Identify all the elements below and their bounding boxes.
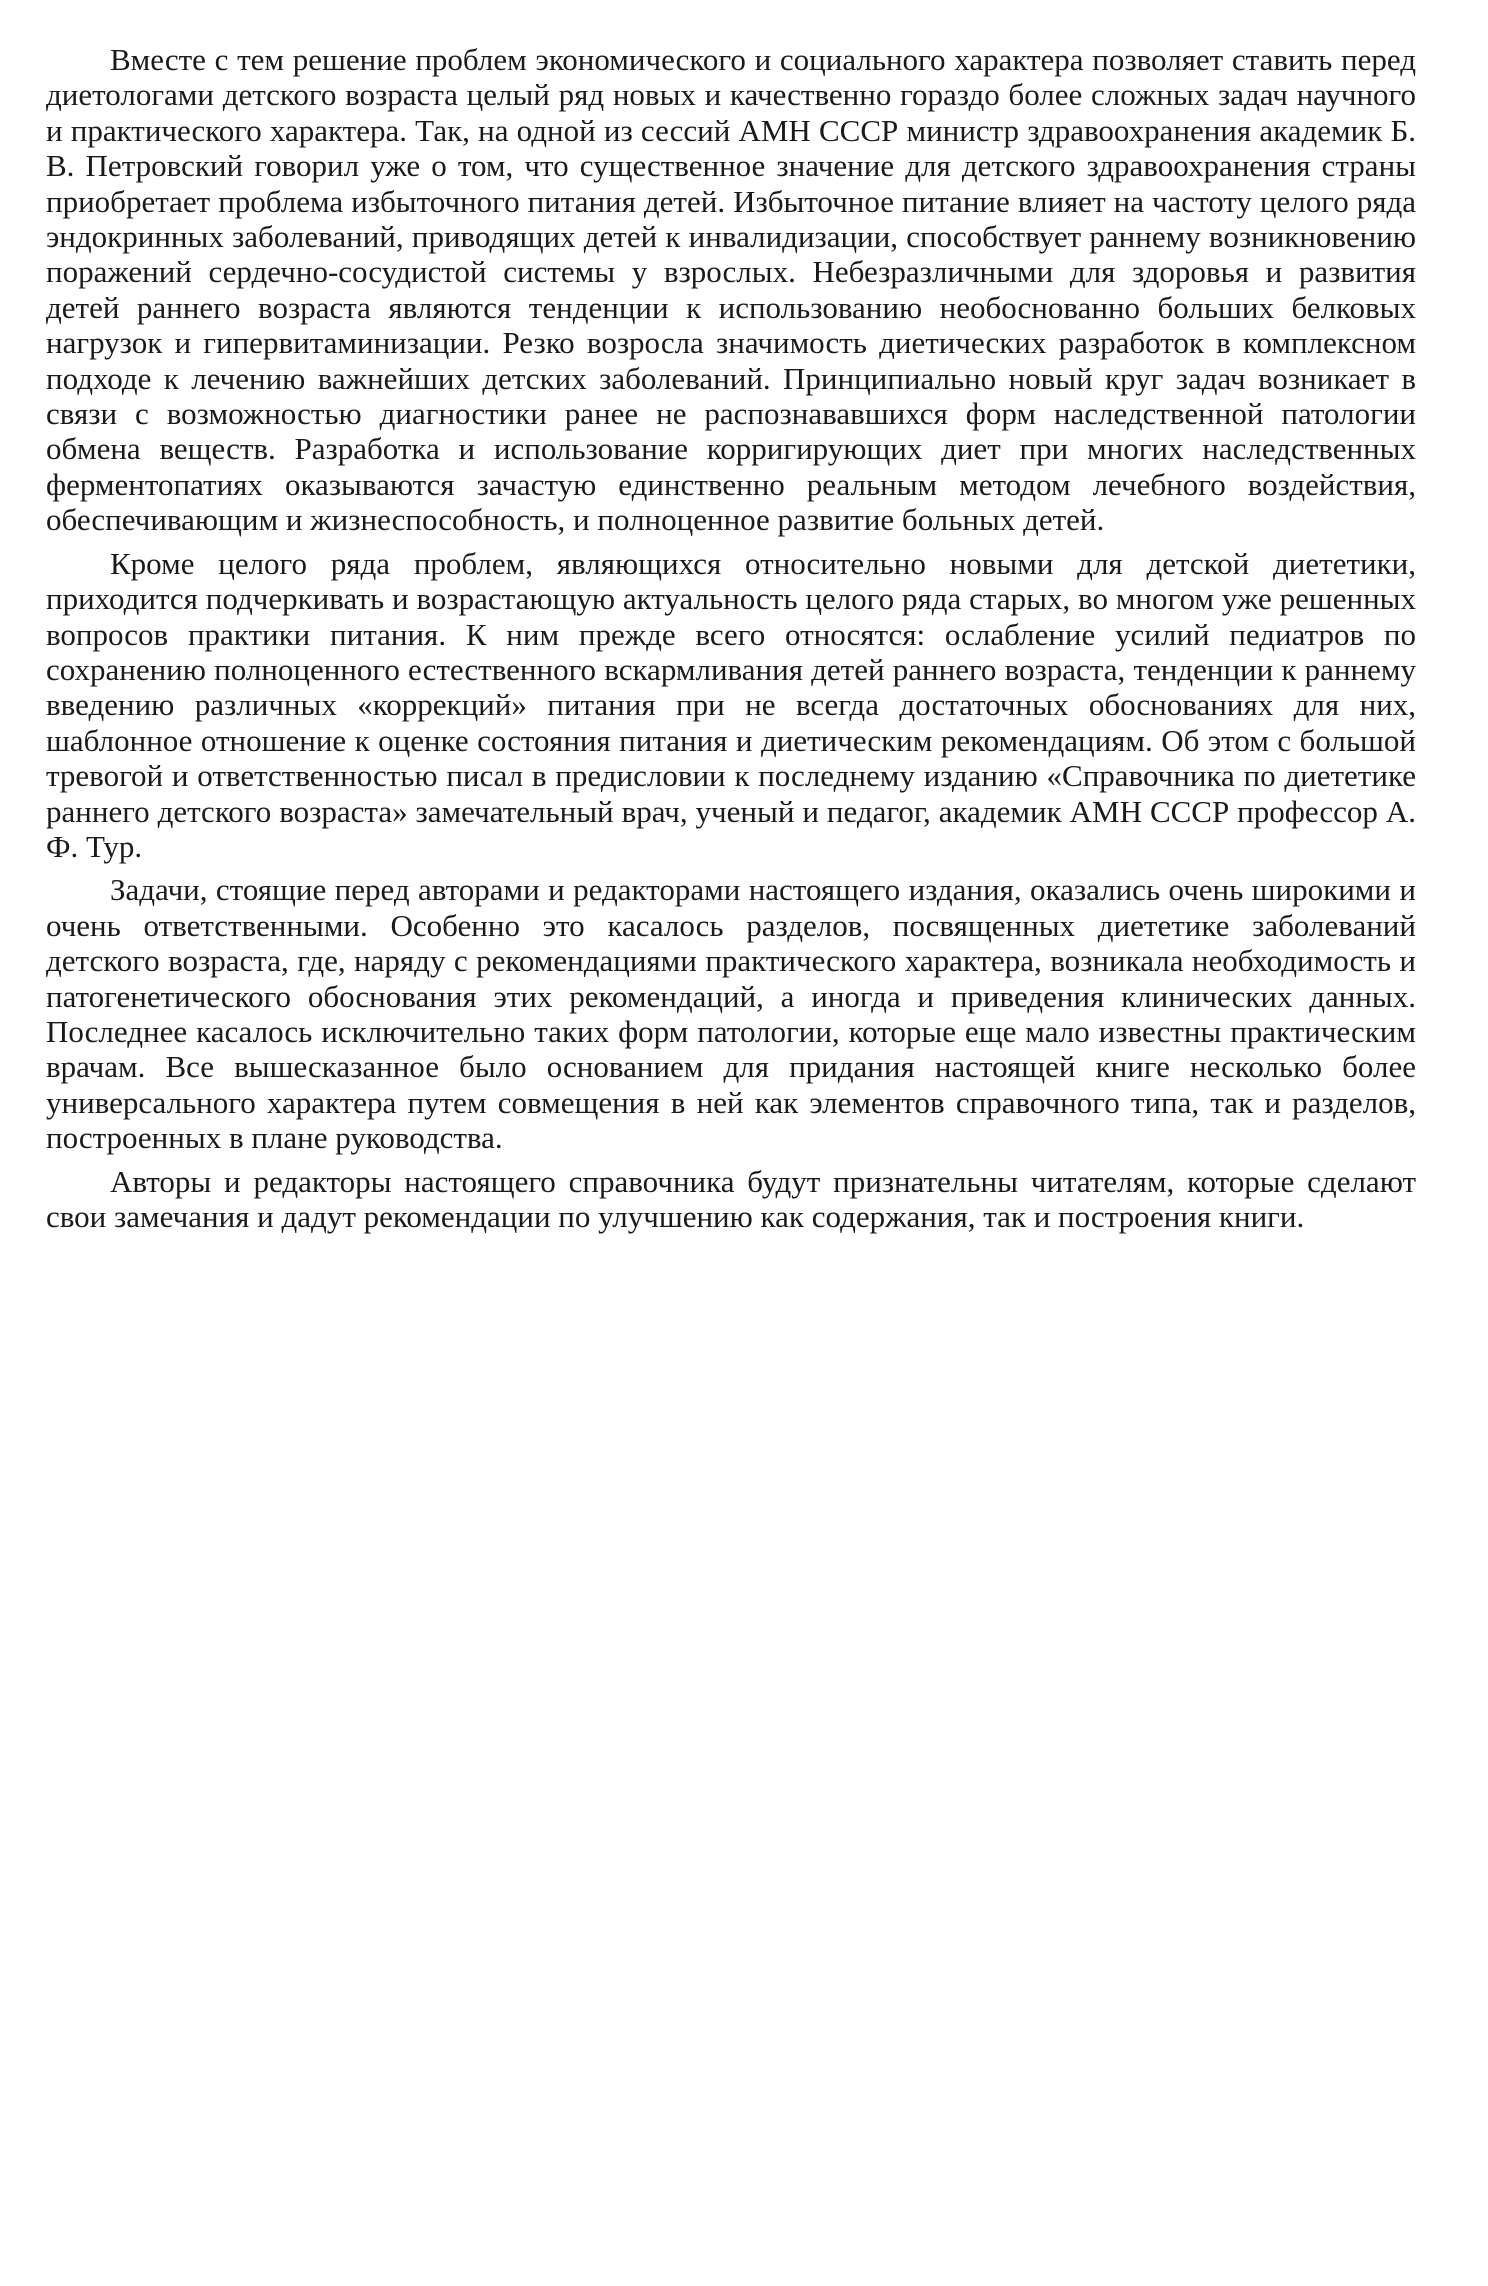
paragraph-2: Кроме целого ряда проблем, являющихся относительно новыми для детской диететики, приходится подчеркивать и возрастающую актуальность целого ряда старых, во многом уже решенных вопросов практики питания. К ним прежде всего относятся: ослабление усилий педиатров по сохранению полноценного естественного вскармливания детей раннего возраста, тенденции к раннему введению различных «коррекций» питания при не всегда достаточных обоснованиях для них, шаблонное отношение к оценке состояния питания и диетическим рекомендациям. Об этом с большой тревогой и ответственностью писал в предисловии к последнему изданию «Справочника по диететике раннего детского возраста» замечательный врач, ученый и педагог, академик АМН СССР профессор А. Ф. Тур. [46, 545, 1416, 864]
document-page [46, 42, 1416, 1242]
paragraph-1: Вместе с тем решение проблем экономического и социального характера позволяет ставить перед диетологами детского возраста целый ряд новых и качественно гораздо более сложных задач научного и практического характера. Так, на одной из сессий АМН СССР министр здравоохранения академик Б. В. Петровский говорил уже о том, что существенное значение для детского здравоохранения страны приобретает проблема избыточного питания детей. Избыточное питание влияет на частоту целого ряда эндокринных заболеваний, приводящих детей к инвалидизации, способствует раннему возникновению поражений сердечно-сосудистой системы у взрослых. Небезразличными для здоровья и развития детей раннего возраста являются тенденции к использованию необоснованно больших белковых нагрузок и гипервитаминизации. Резко возросла значимость диетических разработок в комплексном подходе к лечению важнейших детских заболеваний. Принципиально новый круг задач возникает в связи с возможностью диагностики ранее не распознававшихся форм наследственной патологии обмена веществ. Разработка и использование корригирующих диет при многих наследственных ферментопатиях оказываются зачастую единственно реальным методом лечебного воздействия, обеспечивающим и жизнеспособность, и полноценное развитие больных детей. [46, 42, 1416, 538]
paragraph-4: Авторы и редакторы настоящего справочника будут признательны читателям, которые сделают свои замечания и дадут рекомендации по улучшению как содержания, так и построения книги. [46, 1163, 1416, 1234]
paragraph-3: Задачи, стоящие перед авторами и редакторами настоящего издания, оказались очень широкими и очень ответственными. Особенно это касалось разделов, посвященных диететике заболеваний детского возраста, где, наряду с рекомендациями практического характера, возникала необходимость и патогенетического обоснования этих рекомендаций, а иногда и приведения клинических данных. Последнее касалось исключительно таких форм патологии, которые еще мало известны практическим врачам. Все вышесказанное было основанием для придания настоящей книге несколько более универсального характера путем совмещения в ней как элементов справочного типа, так и разделов, построенных в плане руководства. [46, 872, 1416, 1156]
